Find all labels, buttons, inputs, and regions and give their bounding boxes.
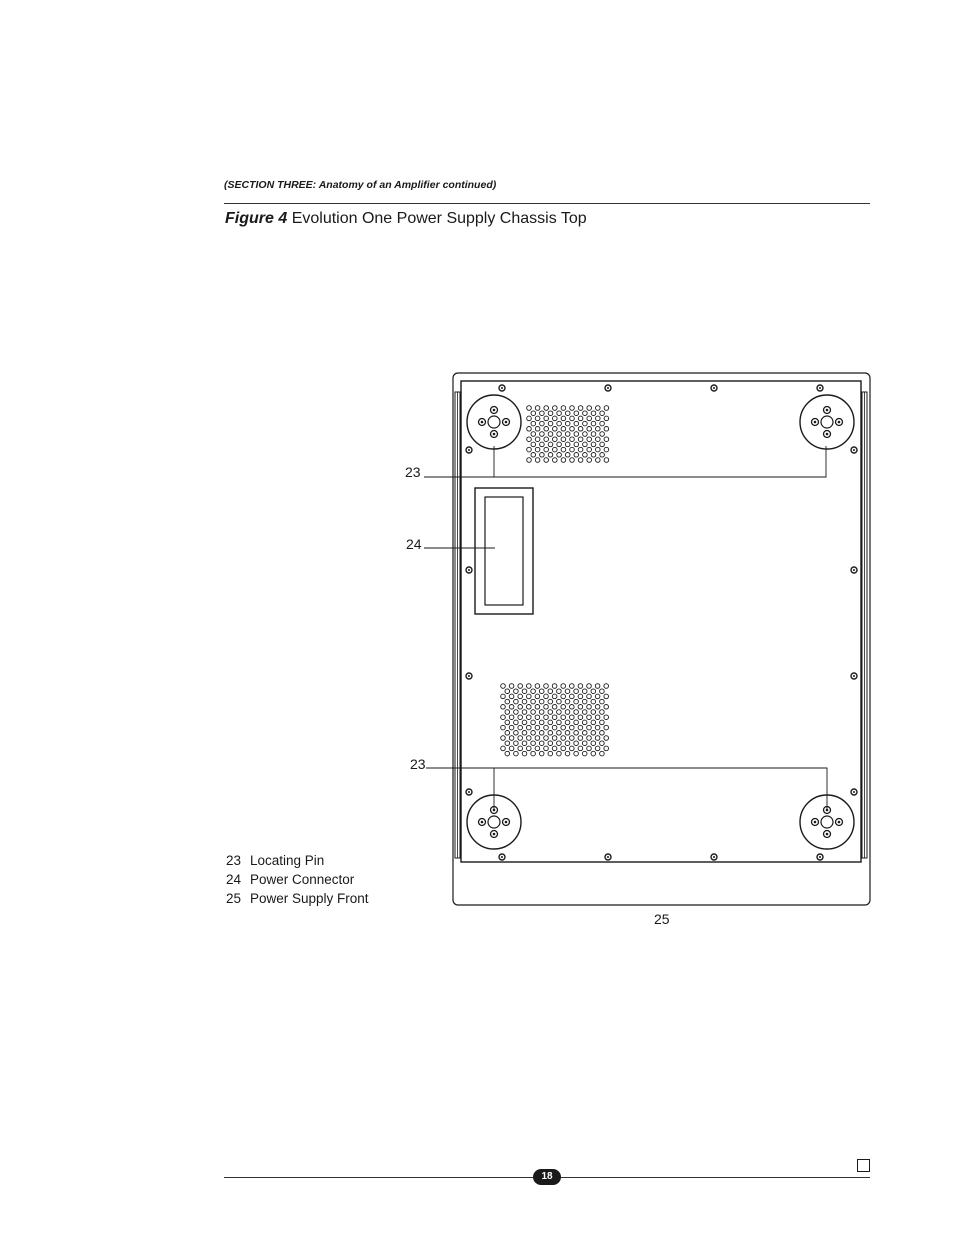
page-number: 18 (533, 1169, 561, 1185)
callout-24: 24 (406, 536, 422, 552)
legend-label: Power Supply Front (250, 891, 369, 906)
power-connector-socket (485, 497, 523, 605)
legend-item (226, 870, 369, 889)
screw-icon (851, 789, 857, 795)
screw-icon (466, 789, 472, 795)
screw-icon (466, 567, 472, 573)
legend-label: Locating Pin (250, 853, 325, 868)
chassis-drawing (424, 373, 870, 905)
leader-locating-pin-bottom (426, 768, 827, 810)
screw-icon (851, 447, 857, 453)
foot-locating-pin-icon (467, 395, 521, 449)
screw-icon (466, 447, 472, 453)
callout-23-bottom: 23 (410, 756, 426, 772)
vent-grid-bottom (501, 684, 609, 756)
legend-label: Power Connector (250, 872, 355, 887)
callout-25: 25 (654, 911, 670, 927)
screw-icon (466, 673, 472, 679)
legend-number: 23 (226, 853, 242, 868)
legend-item (226, 851, 369, 870)
power-connector-housing (475, 488, 533, 614)
figure-label: Figure 4 (225, 210, 288, 227)
section-header: (SECTION THREE: Anatomy of an Amplifier continued) (224, 179, 497, 191)
screw-icon (711, 385, 717, 391)
vent-grid-top (527, 406, 609, 463)
screw-icon (605, 385, 611, 391)
leader-locating-pin-top (424, 446, 826, 477)
legend-item (226, 889, 369, 908)
screw-icon (851, 567, 857, 573)
corner-box (857, 1159, 870, 1172)
callout-23-top: 23 (405, 464, 421, 480)
screw-icon (499, 385, 505, 391)
screw-icon (711, 854, 717, 860)
screw-icon (851, 673, 857, 679)
legend-number: 24 (226, 872, 242, 887)
chassis-outer-frame (453, 373, 870, 905)
screw-icon (817, 385, 823, 391)
foot-locating-pin-icon (800, 395, 854, 449)
parts-legend (226, 851, 369, 908)
screw-icon (605, 854, 611, 860)
chassis-top-panel (461, 381, 861, 862)
figure-title: Evolution One Power Supply Chassis Top (291, 210, 587, 227)
screw-icon (499, 854, 505, 860)
screw-icon (817, 854, 823, 860)
legend-number: 25 (226, 891, 242, 906)
